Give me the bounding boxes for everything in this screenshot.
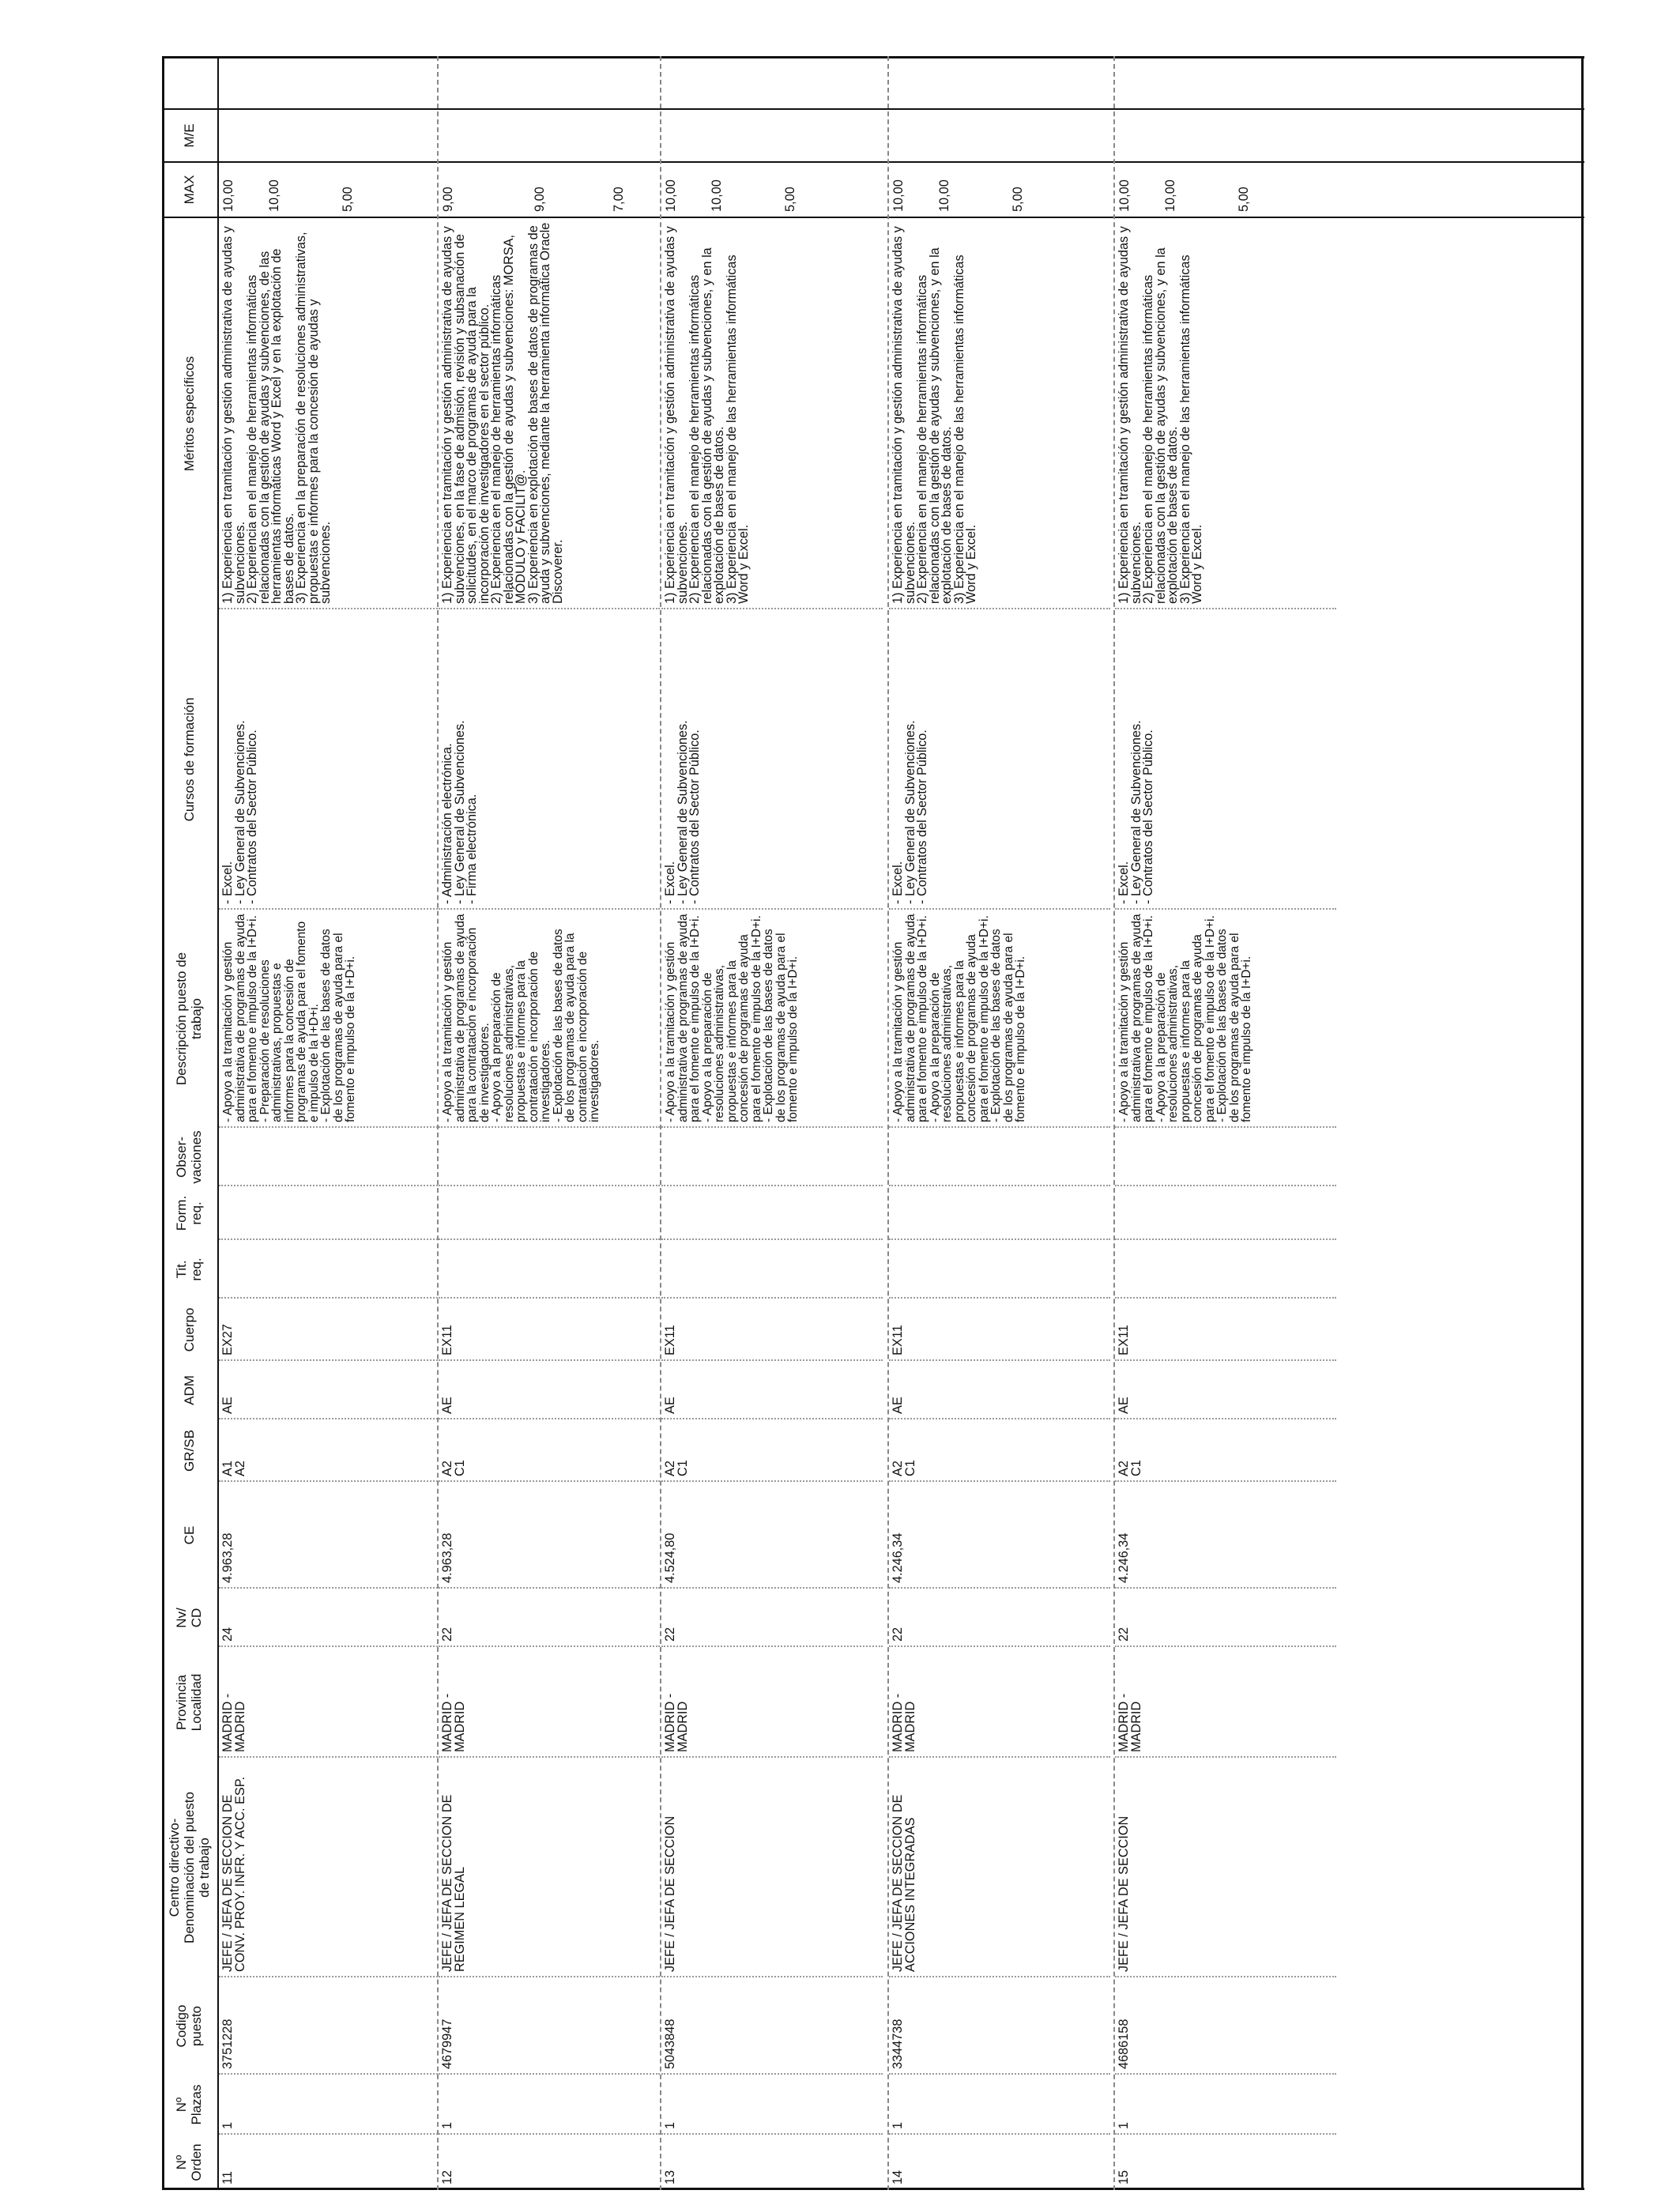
cell-divider <box>661 1587 883 1589</box>
cell-grupo: A1 A2 <box>220 1461 247 1476</box>
cell-cuerpo: EX27 <box>220 1324 235 1355</box>
cell-adm: AE <box>440 1397 454 1414</box>
cell-divider <box>219 1976 440 1977</box>
cell-cursos: - Excel. - Ley General de Subvenciones. - Contratos del Sector Público. <box>1117 720 1155 904</box>
cell-obs <box>665 1129 880 1183</box>
cell-cursos: - Excel. - Ley General de Subvenciones. - Contratos del Sector Público. <box>891 720 929 904</box>
cell-grupo: A2 C1 <box>440 1460 467 1476</box>
cell-meritos: 1) Experiencia en tramitación y gestión administrativa de ayudas y subvenciones, en la fase de admisión, revisión y subsanación de solicitudes, en el marco de programas de ayuda para la incorporación de investigadores en el sector público. 2) Experiencia en el manejo de herramientas informáticas relacionadas con la gestión de ayudas y subvenciones: MORSA, MÓDULO y FACILIT@. 3) Experiencia en explotación de bases de datos de programas de ayuda y subvenciones, mediante la herramienta informática Oracle Discoverer. <box>440 222 565 604</box>
cell-cuerpo: EX11 <box>440 1325 454 1355</box>
cell-divider <box>219 908 440 910</box>
cell-nivel: 22 <box>1117 1627 1131 1642</box>
cell-obs <box>1118 1129 1333 1183</box>
cell-nivel: 22 <box>663 1627 677 1642</box>
header-cursos: Cursos de formación <box>181 697 197 822</box>
cell-centro: JEFE / JEFA DE SECCION <box>1117 1815 1131 1972</box>
cell-divider <box>439 1646 660 1647</box>
cell-nivel: 22 <box>440 1627 454 1642</box>
header-plazas: Nº Plazas <box>174 2084 204 2125</box>
cell-obs <box>222 1129 437 1183</box>
row-separator <box>1113 56 1115 2190</box>
header-form: Form. req. <box>174 1195 204 1231</box>
cell-divider <box>219 1587 440 1589</box>
header-orden: Nº Orden <box>174 2143 204 2181</box>
cell-divider <box>661 1418 883 1419</box>
header-codigo: Codigo puesto <box>174 2004 204 2048</box>
cell-plazas: 1 <box>440 2121 454 2129</box>
cell-divider <box>889 2073 1110 2075</box>
cell-cursos: - Excel. - Ley General de Subvenciones. - Contratos del Sector Público. <box>220 720 259 904</box>
cell-cursos: - Excel. - Ley General de Subvenciones. - Contratos del Sector Público. <box>663 720 702 904</box>
cell-max-value: 7,00 <box>612 187 626 212</box>
cell-divider <box>439 1359 660 1361</box>
row-separator <box>660 56 661 2190</box>
cell-max-value: 10,00 <box>710 179 724 212</box>
cell-max-value: 10,00 <box>664 179 678 212</box>
cell-divider <box>661 1976 883 1977</box>
cell-divider <box>889 1238 1110 1240</box>
cell-provincia: MADRID - MADRID <box>440 1690 467 1752</box>
header-max: MAX <box>181 175 197 205</box>
cell-divider <box>1115 1756 1336 1758</box>
cell-divider <box>439 1480 660 1482</box>
cell-meritos: 1) Experiencia en tramitación y gestión administrativa de ayudas y subvenciones. 2) Experiencia en el manejo de herramientas informáticas relacionadas con la gestión de ayudas y subvenciones, y en la explotación de bases de datos. 3) Experiencia en el manejo de las herramientas informáticas Word y Excel. <box>663 226 751 604</box>
cell-centro: JEFE / JEFA DE SECCION DE ACCIONES INTEGRADAS <box>891 1792 917 1972</box>
cell-divider <box>889 1185 1110 1186</box>
cell-divider <box>439 1587 660 1589</box>
cell-divider <box>661 608 883 609</box>
cell-grupo: A2 C1 <box>663 1460 690 1476</box>
cell-grupo: A2 C1 <box>1117 1460 1143 1476</box>
header-cuerpo: Cuerpo <box>181 1307 197 1352</box>
cell-adm: AE <box>220 1397 235 1414</box>
cell-divider <box>439 1185 660 1186</box>
cell-divider <box>1115 1480 1336 1482</box>
header-provincia: Provincia Localidad <box>174 1673 204 1732</box>
cell-divider <box>1115 608 1336 609</box>
cell-provincia: MADRID - MADRID <box>1117 1690 1143 1752</box>
cell-orden: 11 <box>220 2171 235 2185</box>
cell-divider <box>889 1756 1110 1758</box>
rotated-table <box>162 56 1584 2190</box>
cell-divider <box>439 608 660 609</box>
cell-orden: 13 <box>663 2169 677 2185</box>
cell-max-value: 5,00 <box>1011 187 1025 212</box>
cell-divider <box>219 2133 440 2135</box>
cell-ce: 4.963,28 <box>220 1532 235 1583</box>
cell-descripcion: - Apoyo a la tramitación y gestión administrativa de programas de ayuda para el fomento e impulso de la I+D+i. - Apoyo a la preparación de resoluciones administrativas, propuestas e informes para la concesión de programas de ayuda para el fomento e impulso de la I+D+i. - Explotación de las bases de datos de los programas de ayuda para el fomento e impulso de la I+D+i. <box>664 914 800 1122</box>
cell-divider <box>219 1359 440 1361</box>
cell-meritos: 1) Experiencia en tramitación y gestión administrativa de ayudas y subvenciones. 2) Experiencia en el manejo de herramientas informáticas relacionadas con la gestión de ayudas y subvenciones, y en la explotación de bases de datos. 3) Experiencia en el manejo de las herramientas informáticas Word y Excel. <box>891 226 978 604</box>
cell-nivel: 24 <box>220 1627 235 1642</box>
cell-max-value: 10,00 <box>1163 179 1177 212</box>
cell-divider <box>439 1976 660 1977</box>
cell-divider <box>889 1587 1110 1589</box>
cell-adm: AE <box>663 1397 677 1414</box>
cell-plazas: 1 <box>220 2121 235 2129</box>
cell-tit <box>892 1242 1107 1295</box>
cell-form <box>222 1188 437 1237</box>
cell-form <box>665 1188 880 1237</box>
cell-divider <box>1115 1185 1336 1186</box>
header-centro: Centro directivo- Denominación del puesto de trabajo <box>166 1792 212 1943</box>
cell-divider <box>1115 1297 1336 1299</box>
table-row <box>219 56 440 2190</box>
cell-descripcion: - Apoyo a la tramitación y gestión administrativa de programas de ayuda para la contratación e incorporación de investigadores. - Apoyo a la preparación de resoluciones administrativas, propuestas e informes para la contratación e incorporación de investigadores. - Explotación de las bases de datos de los programas de ayuda para la contratación e incorporación de investigadores. <box>441 914 601 1122</box>
cell-divider <box>889 2133 1110 2135</box>
cell-provincia: MADRID - MADRID <box>220 1690 247 1752</box>
table-row <box>1115 56 1336 2190</box>
cell-descripcion: - Apoyo a la tramitación y gestión administrativa de programas de ayuda para el fomento e impulso de la I+D+i. - Apoyo a la preparación de resoluciones administrativas, propuestas e informes para la concesión de programas de ayuda para el fomento e impulso de la I+D+i. - Explotación de las bases de datos de los programas de ayuda para el fomento e impulso de la I+D+i. <box>891 914 1027 1122</box>
cell-divider <box>661 1359 883 1361</box>
cell-divider <box>1115 1587 1336 1589</box>
cell-max-value: 9,00 <box>533 187 547 212</box>
cell-divider <box>1115 1646 1336 1647</box>
cell-codigo: 4686158 <box>1117 2019 1131 2069</box>
row-separator <box>437 56 439 2190</box>
cell-max-value: 10,00 <box>1117 179 1132 212</box>
cell-plazas: 1 <box>663 2121 677 2129</box>
cell-divider <box>219 1297 440 1299</box>
cell-form <box>1118 1188 1333 1237</box>
header-grupo: GR/SB <box>181 1430 197 1472</box>
cell-divider <box>219 1238 440 1240</box>
cell-centro: JEFE / JEFA DE SECCION DE CONV. PROY. INFR. Y ACC. ESP. <box>220 1776 247 1972</box>
cell-codigo: 4679947 <box>440 2019 454 2069</box>
cell-divider <box>219 1185 440 1186</box>
cell-tit <box>665 1242 880 1295</box>
cell-cuerpo: EX11 <box>891 1325 905 1355</box>
cell-divider <box>439 908 660 910</box>
cell-divider <box>1115 1238 1336 1240</box>
cell-divider <box>219 1480 440 1482</box>
cell-divider <box>889 1976 1110 1977</box>
cell-divider <box>1115 2073 1336 2075</box>
cell-codigo: 3751228 <box>220 2019 235 2069</box>
cell-provincia: MADRID - MADRID <box>891 1690 917 1752</box>
cell-max-value: 5,00 <box>1237 187 1251 212</box>
cell-tit <box>442 1242 657 1295</box>
table-bottom-border <box>1581 56 1584 2190</box>
cell-codigo: 3344738 <box>891 2019 905 2069</box>
cell-form <box>442 1188 657 1237</box>
cell-max-value: 10,00 <box>891 179 906 212</box>
cell-divider <box>889 1646 1110 1647</box>
table-row <box>439 56 660 2190</box>
cell-divider <box>661 1185 883 1186</box>
cell-ce: 4.246,34 <box>891 1532 905 1583</box>
cell-divider <box>439 2073 660 2075</box>
cell-orden: 14 <box>891 2169 905 2185</box>
cell-ce: 4.246,34 <box>1117 1532 1131 1583</box>
cell-divider <box>219 1418 440 1419</box>
cell-divider <box>219 1646 440 1647</box>
cell-divider <box>439 1126 660 1128</box>
cell-meritos: 1) Experiencia en tramitación y gestión administrativa de ayudas y subvenciones. 2) Experiencia en el manejo de herramientas informáticas relacionadas con la gestión de ayudas y subvenciones, y en la explotación de bases de datos. 3) Experiencia en el manejo de las herramientas informáticas Word y Excel. <box>1117 226 1204 604</box>
cell-meritos: 1) Experiencia en tramitación y gestión administrativa de ayudas y subvenciones. 2) Experiencia en el manejo de herramientas informáticas relacionadas con la gestión de ayudas y subvenciones, de las herramientas informáticas Word y Excel y en la explotación de bases de datos. 3) Experiencia en la preparación de resoluciones administrativas, propuestas e informes para la concesión de ayudas y subvenciones. <box>220 226 333 604</box>
header-ce: CE <box>181 1525 197 1545</box>
row-separator <box>887 56 889 2190</box>
cell-adm: AE <box>891 1397 905 1414</box>
cell-max-value: 10,00 <box>267 179 281 212</box>
cell-divider <box>1115 1126 1336 1128</box>
header-descripcion: Descripción puesto de trabajo <box>174 952 204 1086</box>
cell-divider <box>889 608 1110 609</box>
cell-nivel: 22 <box>891 1627 905 1642</box>
cell-divider <box>1115 1359 1336 1361</box>
cell-centro: JEFE / JEFA DE SECCION DE REGIMEN LEGAL <box>440 1791 467 1972</box>
cell-codigo: 5043848 <box>663 2019 677 2069</box>
cell-orden: 15 <box>1117 2169 1131 2185</box>
cell-divider <box>439 1756 660 1758</box>
cell-ce: 4.524,80 <box>663 1532 677 1583</box>
header-nivel: Nv/ CD <box>174 1608 204 1628</box>
table-row <box>661 56 883 2190</box>
cell-cursos: - Administración electrónica. - Ley General de Subvenciones. - Firma electrónica. <box>440 720 479 904</box>
cell-divider <box>661 908 883 910</box>
cell-obs <box>892 1129 1107 1183</box>
cell-divider <box>661 1480 883 1482</box>
cell-descripcion: - Apoyo a la tramitación y gestión administrativa de programas de ayuda para el fomento e impulso de la I+D+i. - Preparación de resoluciones administrativas, propuestas e informes para la concesión de programas de ayuda para el fomento e impulso de la I+D+i. - Explotación de las bases de datos de los programas de ayuda para el fomento e impulso de la I+D+i. <box>221 914 357 1122</box>
cell-cuerpo: EX11 <box>663 1325 677 1355</box>
cell-divider <box>661 1646 883 1647</box>
cell-divider <box>889 1359 1110 1361</box>
cell-divider <box>661 2073 883 2075</box>
cell-divider <box>889 908 1110 910</box>
cell-max-value: 10,00 <box>221 179 235 212</box>
cell-divider <box>439 1297 660 1299</box>
header-obs: Obser- vaciones <box>174 1130 204 1184</box>
cell-divider <box>1115 2133 1336 2135</box>
cell-divider <box>661 2133 883 2135</box>
cell-max-value: 5,00 <box>341 187 355 212</box>
cell-plazas: 1 <box>891 2121 905 2129</box>
table-row <box>889 56 1110 2190</box>
cell-orden: 12 <box>440 2169 454 2185</box>
cell-divider <box>219 2073 440 2075</box>
cell-divider <box>439 1418 660 1419</box>
cell-divider <box>219 608 440 609</box>
cell-cuerpo: EX11 <box>1117 1325 1131 1355</box>
cell-form <box>892 1188 1107 1237</box>
cell-divider <box>1115 908 1336 910</box>
cell-divider <box>889 1297 1110 1299</box>
cell-descripcion: - Apoyo a la tramitación y gestión administrativa de programas de ayuda para el fomento e impulso de la I+D+i. - Apoyo a la preparación de resoluciones administrativas, propuestas e informes para la concesión de programas de ayuda para el fomento e impulso de la I+D+i. - Explotación de las bases de datos de los programas de ayuda para el fomento e impulso de la I+D+i. <box>1117 914 1253 1122</box>
cell-grupo: A2 C1 <box>891 1460 917 1476</box>
cell-divider <box>1115 1418 1336 1419</box>
header-meritos: Méritos específicos <box>181 356 197 472</box>
cell-centro: JEFE / JEFA DE SECCION <box>663 1815 677 1972</box>
cell-obs <box>442 1129 657 1183</box>
cell-divider <box>661 1297 883 1299</box>
cell-ce: 4.963,28 <box>440 1532 454 1583</box>
cell-tit <box>1118 1242 1333 1295</box>
cell-divider <box>439 1238 660 1240</box>
cell-divider <box>661 1126 883 1128</box>
cell-adm: AE <box>1117 1397 1131 1414</box>
header-adm: ADM <box>181 1375 197 1405</box>
cell-plazas: 1 <box>1117 2121 1131 2129</box>
cell-max-value: 9,00 <box>441 187 455 212</box>
cell-tit <box>222 1242 437 1295</box>
cell-divider <box>439 2133 660 2135</box>
cell-max-value: 5,00 <box>783 187 797 212</box>
cell-divider <box>889 1418 1110 1419</box>
cell-divider <box>889 1126 1110 1128</box>
cell-provincia: MADRID - MADRID <box>663 1690 690 1752</box>
header-me: M/E <box>181 123 197 148</box>
cell-divider <box>219 1126 440 1128</box>
cell-max-value: 10,00 <box>937 179 951 212</box>
cell-divider <box>889 1480 1110 1482</box>
cell-divider <box>219 1756 440 1758</box>
cell-divider <box>1115 1976 1336 1977</box>
cell-divider <box>661 1238 883 1240</box>
cell-divider <box>661 1756 883 1758</box>
header-tit: Tit. req. <box>174 1257 204 1281</box>
